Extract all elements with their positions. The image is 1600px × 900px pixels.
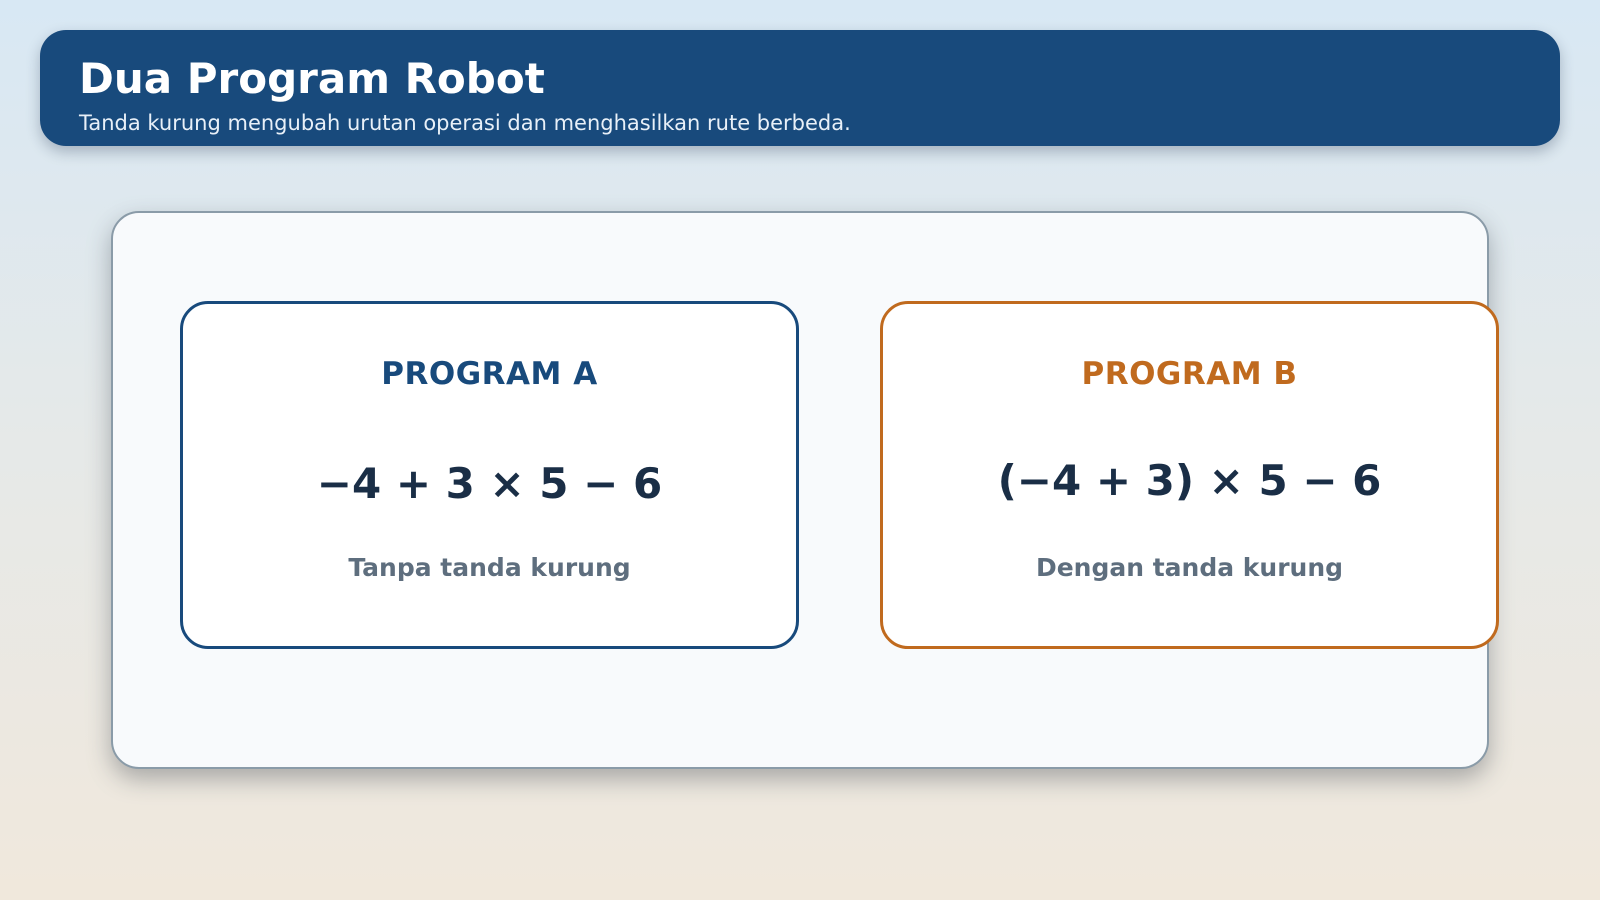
program-a-caption: Tanpa tanda kurung [348,553,631,582]
program-b-caption: Dengan tanda kurung [1035,553,1344,582]
program-a-card [180,301,799,649]
program-b-card [880,301,1499,649]
page-subtitle: Tanda kurung mengubah urutan operasi dan menghasilkan rute berbeda. [79,111,851,135]
header-banner [40,30,1560,146]
program-a-expression: −4 + 3 × 5 − 6 [316,459,663,508]
page-title: Dua Program Robot [79,54,545,103]
program-b-expression: (−4 + 3) × 5 − 6 [997,456,1382,505]
program-b-title: PROGRAM B [1081,356,1298,392]
program-a-title: PROGRAM A [381,356,598,392]
